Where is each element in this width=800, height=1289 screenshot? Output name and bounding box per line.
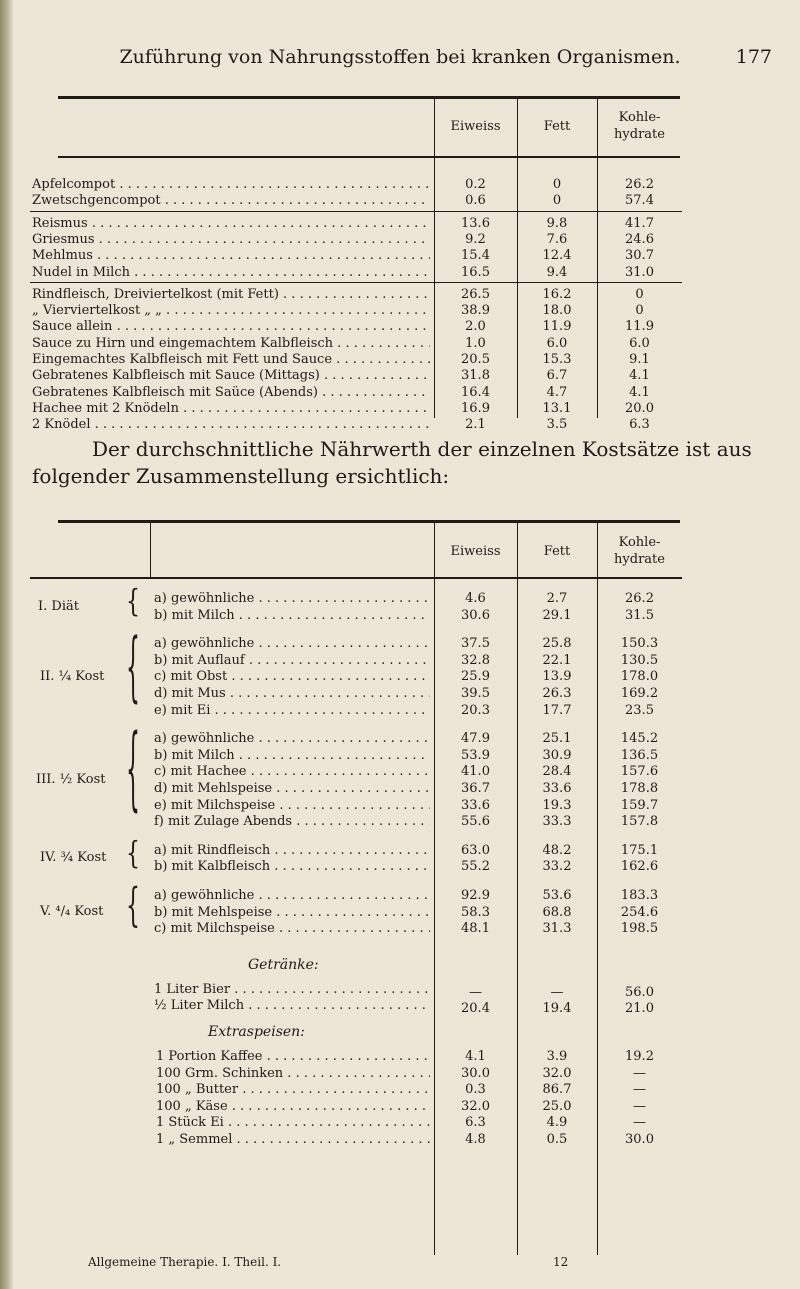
food-label: 2 Knödel . . . xyxy=(32,416,430,434)
fat-value: 6.7 xyxy=(546,368,568,384)
fat-value: 9.8 xyxy=(546,215,568,231)
carb-value: 20.0 xyxy=(625,400,654,416)
extra-food-label: 100 Grm. Schinken . . . xyxy=(156,1065,430,1083)
fat-value: 9.4 xyxy=(546,264,568,280)
fat-value: 0.5 xyxy=(546,1132,568,1147)
carb-value: 136.5 xyxy=(620,747,659,763)
fat-value: 19.3 xyxy=(542,797,572,813)
protein-value: 55.6 xyxy=(461,814,490,830)
fat-value: 19.4 xyxy=(542,1001,572,1017)
fat-value: 29.1 xyxy=(542,607,572,623)
header-rule xyxy=(58,156,680,158)
fat-value: — xyxy=(550,984,564,1000)
protein-value: 0.6 xyxy=(465,193,486,209)
column-header-carb-1: Kohle- xyxy=(618,110,661,125)
protein-value: 6.3 xyxy=(465,1115,486,1131)
carb-value: 21.0 xyxy=(625,1001,654,1017)
footer-signature: 12 xyxy=(553,1255,569,1269)
carb-value: 31.0 xyxy=(625,264,654,280)
food-label: Sauce zu Hirn und eingemachtem Kalbfleisch . . . xyxy=(32,335,430,353)
diet-variant-label: a) gewöhnliche . . . xyxy=(154,730,430,748)
paragraph-line-2: folgender Zusammenstellung ersichtlich: xyxy=(32,464,450,488)
protein-value: 4.1 xyxy=(465,1049,486,1064)
protein-value: 1.0 xyxy=(465,335,486,351)
food-label: Rindfleisch, Dreiviertelkost (mit Fett) . . . xyxy=(32,286,430,304)
fat-value: 0 xyxy=(552,177,562,192)
protein-value: 55.2 xyxy=(461,859,490,875)
protein-value: 20.5 xyxy=(461,352,490,367)
diet-variant-label: b) mit Milch . . . xyxy=(154,607,430,625)
fat-value: 25.0 xyxy=(542,1098,572,1114)
nutrient-table-diets xyxy=(30,520,780,1250)
diet-variant-label: a) gewöhnliche . . . xyxy=(154,590,430,608)
food-label: Hachee mit 2 Knödeln . . . xyxy=(32,400,430,418)
intro-paragraph xyxy=(32,436,782,490)
protein-value: 13.6 xyxy=(461,215,490,231)
fat-value: 4.9 xyxy=(546,1115,568,1131)
fat-value: 48.2 xyxy=(542,842,572,858)
diet-variant-label: d) mit Mus . . . xyxy=(154,685,430,703)
fat-value: 68.8 xyxy=(542,904,572,920)
fat-value: 25.1 xyxy=(542,731,572,747)
section-heading-drinks: Getränke: xyxy=(248,956,319,973)
protein-value: 41.0 xyxy=(461,764,490,780)
carb-value: 159.7 xyxy=(620,797,659,813)
protein-value: 53.9 xyxy=(461,747,490,763)
food-label: Griesmus . . . xyxy=(32,231,430,249)
fat-value: 31.3 xyxy=(542,921,572,937)
carb-value: 157.8 xyxy=(620,814,659,830)
fat-value: 4.7 xyxy=(546,384,568,400)
protein-value: 48.1 xyxy=(461,921,490,937)
diet-group-name: II. ¼ Kost xyxy=(40,668,105,684)
fat-value: 13.1 xyxy=(542,400,572,416)
nutrient-table-foods xyxy=(30,96,780,433)
protein-value: 0.3 xyxy=(465,1082,486,1098)
food-label: Zwetschgencompot . . . xyxy=(32,192,430,210)
protein-value: 2.0 xyxy=(465,319,486,335)
carb-value: 150.3 xyxy=(620,636,659,652)
fat-value: 12.4 xyxy=(542,248,572,264)
diet-group-name: IV. ¾ Kost xyxy=(40,850,107,866)
fat-value: 22.1 xyxy=(542,652,572,668)
carb-value: 30.7 xyxy=(625,248,654,264)
carb-value: 178.8 xyxy=(620,781,659,796)
protein-value: 32.0 xyxy=(461,1098,490,1114)
carb-value: — xyxy=(633,1082,646,1098)
group-brace-icon: { xyxy=(126,626,140,713)
carb-value: 175.1 xyxy=(620,842,659,858)
diet-group-name: V. ⁴/₄ Kost xyxy=(40,903,104,919)
diet-variant-label: a) gewöhnliche . . . xyxy=(154,635,430,653)
protein-value: 0.2 xyxy=(465,177,486,192)
extra-food-label: 1 Portion Kaffee . . . xyxy=(156,1048,430,1066)
protein-value: 20.4 xyxy=(461,1001,490,1017)
running-title: Zuführung von Nahrungsstoffen bei kranken Organismen. xyxy=(119,46,681,68)
fat-value: 28.4 xyxy=(542,764,572,780)
fat-value: 18.0 xyxy=(542,303,572,319)
column-header-fat: Fett xyxy=(543,119,571,134)
diet-variant-label: d) mit Mehlspeise . . . xyxy=(154,780,430,798)
food-label: Gebratenes Kalbfleisch mit Saüce (Abends) . . . xyxy=(32,384,430,402)
protein-value: 25.9 xyxy=(461,669,490,685)
protein-value: 31.8 xyxy=(461,368,490,384)
fat-value: 15.3 xyxy=(542,352,572,367)
food-label: „ Vierviertelkost „ „ . . . xyxy=(32,302,430,320)
fat-value: 17.7 xyxy=(542,702,572,718)
carb-value: 6.0 xyxy=(629,335,650,351)
carb-value: 130.5 xyxy=(620,652,659,668)
protein-value: 33.6 xyxy=(461,797,490,813)
protein-value: 26.5 xyxy=(461,286,490,302)
diet-variant-label: b) mit Kalbfleisch . . . xyxy=(154,858,430,876)
protein-value: 16.9 xyxy=(461,400,490,416)
protein-value: 37.5 xyxy=(461,636,490,652)
paragraph-line-1: Der durchschnittliche Nährwerth der einzelnen Kostsätze ist aus xyxy=(92,437,752,461)
diet-variant-label: b) mit Auflauf . . . xyxy=(154,652,430,670)
carb-value: 198.5 xyxy=(620,921,659,937)
diet-variant-label: a) gewöhnliche . . . xyxy=(154,887,430,905)
protein-value: 9.2 xyxy=(465,231,486,247)
carb-value: 30.0 xyxy=(625,1132,654,1147)
carb-value: 24.6 xyxy=(625,231,654,247)
group-brace-icon: { xyxy=(126,719,140,824)
footer-source: Allgemeine Therapie. I. Theil. I. xyxy=(88,1255,282,1269)
diet-variant-label: c) mit Hachee . . . xyxy=(154,763,430,781)
carb-value: 162.6 xyxy=(620,859,659,875)
protein-value: 16.4 xyxy=(461,384,490,400)
food-label: Eingemachtes Kalbfleisch mit Fett und Sauce . . . xyxy=(32,351,430,369)
diet-variant-label: f) mit Zulage Abends . . . xyxy=(154,813,430,831)
food-label: Mehlmus . . . xyxy=(32,247,430,265)
extra-food-label: 1 Stück Ei . . . xyxy=(156,1114,430,1132)
food-label: Apfelcompot . . . xyxy=(32,176,430,194)
drink-label: 1 Liter Bier . . . xyxy=(154,981,430,999)
group-brace-icon: { xyxy=(126,880,140,933)
fat-value: 0 xyxy=(552,193,562,209)
fat-value: 2.7 xyxy=(546,591,568,606)
diet-variant-label: a) mit Rindfleisch . . . xyxy=(154,842,430,860)
carb-value: 23.5 xyxy=(625,702,654,718)
extra-food-label: 100 „ Käse . . . xyxy=(156,1098,430,1116)
page-edge-shadow xyxy=(0,0,14,1289)
extra-food-label: 100 „ Butter . . . xyxy=(156,1081,430,1099)
carb-value: — xyxy=(633,1065,646,1081)
diet-variant-label: b) mit Mehlspeise . . . xyxy=(154,904,430,922)
protein-value: 30.0 xyxy=(461,1065,490,1081)
header-rule xyxy=(30,577,682,579)
fat-value: 3.5 xyxy=(546,417,568,433)
column-header-carb-2: hydrate xyxy=(614,552,665,567)
diet-variant-label: c) mit Milchspeise . . . xyxy=(154,920,430,938)
carb-value: 19.2 xyxy=(625,1049,654,1064)
carb-value: 183.3 xyxy=(620,888,659,903)
fat-value: 86.7 xyxy=(542,1082,572,1098)
diet-variant-label: e) mit Ei . . . xyxy=(154,702,430,720)
carb-value: 0 xyxy=(635,303,644,319)
carb-value: — xyxy=(633,1098,646,1114)
column-header-protein: Eiweiss xyxy=(450,544,501,559)
section-heading-extras: Extraspeisen: xyxy=(208,1024,305,1040)
carb-value: 0 xyxy=(635,286,644,302)
protein-value: 32.8 xyxy=(461,652,490,668)
carb-value: 26.2 xyxy=(625,591,654,606)
food-label: Nudel in Milch . . . xyxy=(32,264,430,282)
protein-value: 20.3 xyxy=(461,702,490,718)
protein-value: 63.0 xyxy=(461,842,490,858)
carb-value: 4.1 xyxy=(629,384,650,400)
fat-value: 33.3 xyxy=(542,814,572,830)
fat-value: 11.9 xyxy=(542,319,572,335)
group-rule xyxy=(30,211,682,212)
carb-value: — xyxy=(633,1115,646,1131)
protein-value: 16.5 xyxy=(461,264,490,280)
column-header-carb-2: hydrate xyxy=(614,127,665,142)
page-number: 177 xyxy=(735,46,772,68)
carb-value: 11.9 xyxy=(625,319,654,335)
protein-value: 38.9 xyxy=(461,303,490,319)
protein-value: 4.8 xyxy=(465,1132,486,1147)
fat-value: 6.0 xyxy=(546,335,568,351)
fat-value: 33.6 xyxy=(542,781,572,796)
diet-group-name: III. ½ Kost xyxy=(36,772,106,787)
diet-variant-label: c) mit Obst . . . xyxy=(154,668,430,686)
fat-value: 13.9 xyxy=(542,669,572,685)
column-header-protein: Eiweiss xyxy=(450,119,501,134)
protein-value: 15.4 xyxy=(461,248,490,264)
column-divider xyxy=(150,520,151,577)
group-brace-icon: { xyxy=(126,837,140,872)
protein-value: 47.9 xyxy=(461,731,490,747)
carb-value: 4.1 xyxy=(629,368,650,384)
carb-value: 57.4 xyxy=(625,193,654,209)
carb-value: 157.6 xyxy=(620,764,659,780)
food-label: Sauce allein . . . xyxy=(32,318,430,336)
group-rule xyxy=(30,282,682,283)
carb-value: 169.2 xyxy=(620,686,659,701)
carb-value: 31.5 xyxy=(625,607,654,623)
diet-variant-label: b) mit Milch . . . xyxy=(154,747,430,765)
fat-value: 7.6 xyxy=(546,231,568,247)
food-label: Gebratenes Kalbfleisch mit Sauce (Mittags) . . . xyxy=(32,367,430,385)
carb-value: 254.6 xyxy=(620,904,659,920)
drink-label: ½ Liter Milch . . . xyxy=(154,997,430,1015)
carb-value: 178.0 xyxy=(620,669,659,685)
protein-value: 39.5 xyxy=(461,686,490,701)
group-brace-icon: { xyxy=(126,585,140,620)
carb-value: 9.1 xyxy=(629,352,650,367)
protein-value: 92.9 xyxy=(461,888,490,903)
protein-value: 36.7 xyxy=(461,781,490,796)
protein-value: 30.6 xyxy=(461,607,490,623)
fat-value: 16.2 xyxy=(542,286,572,302)
column-header-fat: Fett xyxy=(543,544,571,559)
fat-value: 26.3 xyxy=(542,686,572,701)
fat-value: 3.9 xyxy=(546,1049,568,1064)
carb-value: 26.2 xyxy=(625,177,654,192)
diet-variant-label: e) mit Milchspeise . . . xyxy=(154,797,430,815)
carb-value: 56.0 xyxy=(625,984,654,1000)
carb-value: 6.3 xyxy=(629,417,650,433)
fat-value: 30.9 xyxy=(542,747,572,763)
fat-value: 32.0 xyxy=(542,1065,572,1081)
fat-value: 25.8 xyxy=(542,636,572,652)
food-label: Reismus . . . xyxy=(32,215,430,233)
column-header-carb-1: Kohle- xyxy=(618,535,661,550)
top-rule xyxy=(58,96,680,99)
diet-group-name: I. Diät xyxy=(38,598,79,614)
protein-value: — xyxy=(469,984,482,1000)
protein-value: 58.3 xyxy=(461,904,490,920)
running-header xyxy=(0,46,800,76)
protein-value: 2.1 xyxy=(465,417,486,433)
fat-value: 33.2 xyxy=(542,859,572,875)
fat-value: 53.6 xyxy=(542,888,572,903)
carb-value: 41.7 xyxy=(625,215,654,231)
protein-value: 4.6 xyxy=(465,591,486,606)
top-rule xyxy=(58,520,680,523)
extra-food-label: 1 „ Semmel . . . xyxy=(156,1131,430,1149)
carb-value: 145.2 xyxy=(620,731,659,747)
